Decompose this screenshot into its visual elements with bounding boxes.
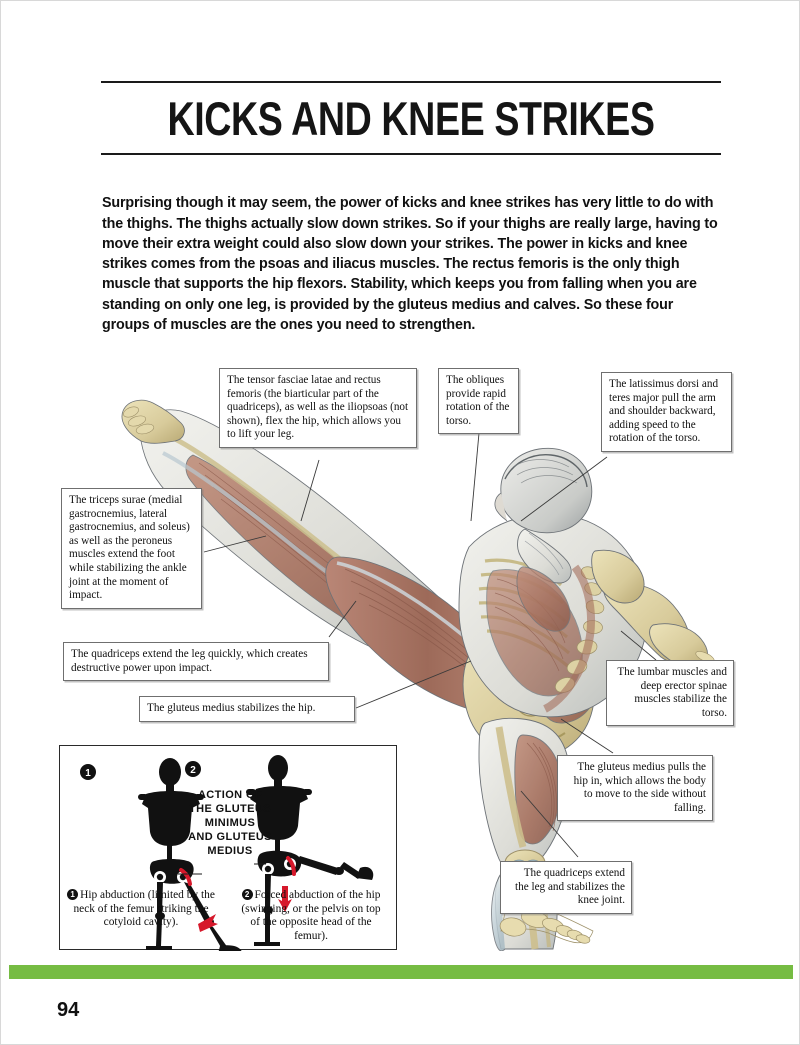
callout-text: The gluteus medius stabilizes the hip.: [147, 702, 316, 714]
svg-text:THE GLUTEUS: THE GLUTEUS: [188, 803, 272, 815]
callout-obliques: [438, 368, 519, 434]
callout-text: The triceps surae (medial gastrocnemius, lateral gastrocnemius, and soleus) as well as the peroneus muscles extend the foot while stabilizing the ankle joint at the moment of impact.: [69, 494, 190, 602]
callout-text: The lumbar muscles and deep erector spinae muscles stabilize the torso.: [617, 666, 727, 719]
inset-caption-2-text: Forced abduction of the hip (swinging, or the pelvis on top of the opposite head of the femur).: [241, 889, 381, 942]
callout-text: The quadriceps extend the leg quickly, which creates destructive power upon impact.: [71, 648, 308, 674]
callout-quadriceps-knee: [500, 861, 632, 914]
callout-text: The latissimus dorsi and teres major pull the arm and shoulder backward, adding speed to the rotation of the torso.: [609, 378, 719, 445]
callout-text: The obliques provide rapid rotation of the torso.: [446, 374, 510, 427]
svg-text:ACTION OF: ACTION OF: [197, 789, 263, 801]
title-rule-top: [101, 81, 721, 83]
callout-triceps-surae: [61, 488, 202, 609]
inset-caption-2: [236, 889, 386, 943]
callout-text: The quadriceps extend the leg and stabilizes the knee joint.: [515, 867, 625, 907]
callout-lumbar-muscles: [606, 660, 734, 726]
svg-text:2: 2: [190, 765, 196, 776]
callout-gluteus-medius-pulls: [557, 755, 713, 821]
intro-paragraph: Surprising though it may seem, the power of kicks and knee strikes has very little to do with the thighs. The thighs actually slow down strikes. So if your thighs are really large, having to move their extra weight could also slow down your strikes. The power in kicks and knee strikes comes from the psoas and iliacus muscles. The rectus femoris is the only thigh muscle that supports the hip flexors. Stability, which keeps you from falling when you are standing on only one leg, is provided by the gluteus medius and calves. So these four groups of muscles are the ones you need to strengthen.: [102, 195, 718, 334]
title-rule-bottom: [101, 153, 721, 155]
svg-text:MEDIUS: MEDIUS: [207, 845, 253, 857]
svg-text:MINIMUS: MINIMUS: [204, 817, 256, 829]
title-block: [101, 81, 721, 155]
callout-text: The gluteus medius pulls the hip in, which allows the body to move to the side without falling.: [573, 761, 706, 814]
callout-quadriceps-power: [63, 642, 329, 681]
callout-latissimus-dorsi: [601, 372, 732, 452]
svg-text:AND GLUTEUS: AND GLUTEUS: [188, 831, 272, 843]
callout-gluteus-medius-hip: [139, 696, 355, 722]
inset-badge-1: 1: [67, 889, 78, 900]
callout-text: The tensor fasciae latae and rectus femoris (the biarticular part of the quadriceps), as well as the iliopsoas (not shown), flex the hip, which allows you to lift your leg.: [227, 374, 409, 441]
inset-caption-1: [66, 889, 216, 930]
callout-tensor-fasciae-latae: [219, 368, 417, 448]
page-number: 94: [57, 999, 80, 1021]
inset-badge-2: 2: [242, 889, 253, 900]
inset-panel-gluteus-action: [59, 745, 397, 950]
footer-accent-bar: [9, 965, 793, 979]
page-title: KICKS AND KNEE STRIKES: [167, 92, 655, 145]
svg-text:1: 1: [85, 768, 91, 779]
inset-caption-1-text: Hip abduction (limited by the neck of the femur striking the cotyloid cavity).: [73, 889, 215, 929]
